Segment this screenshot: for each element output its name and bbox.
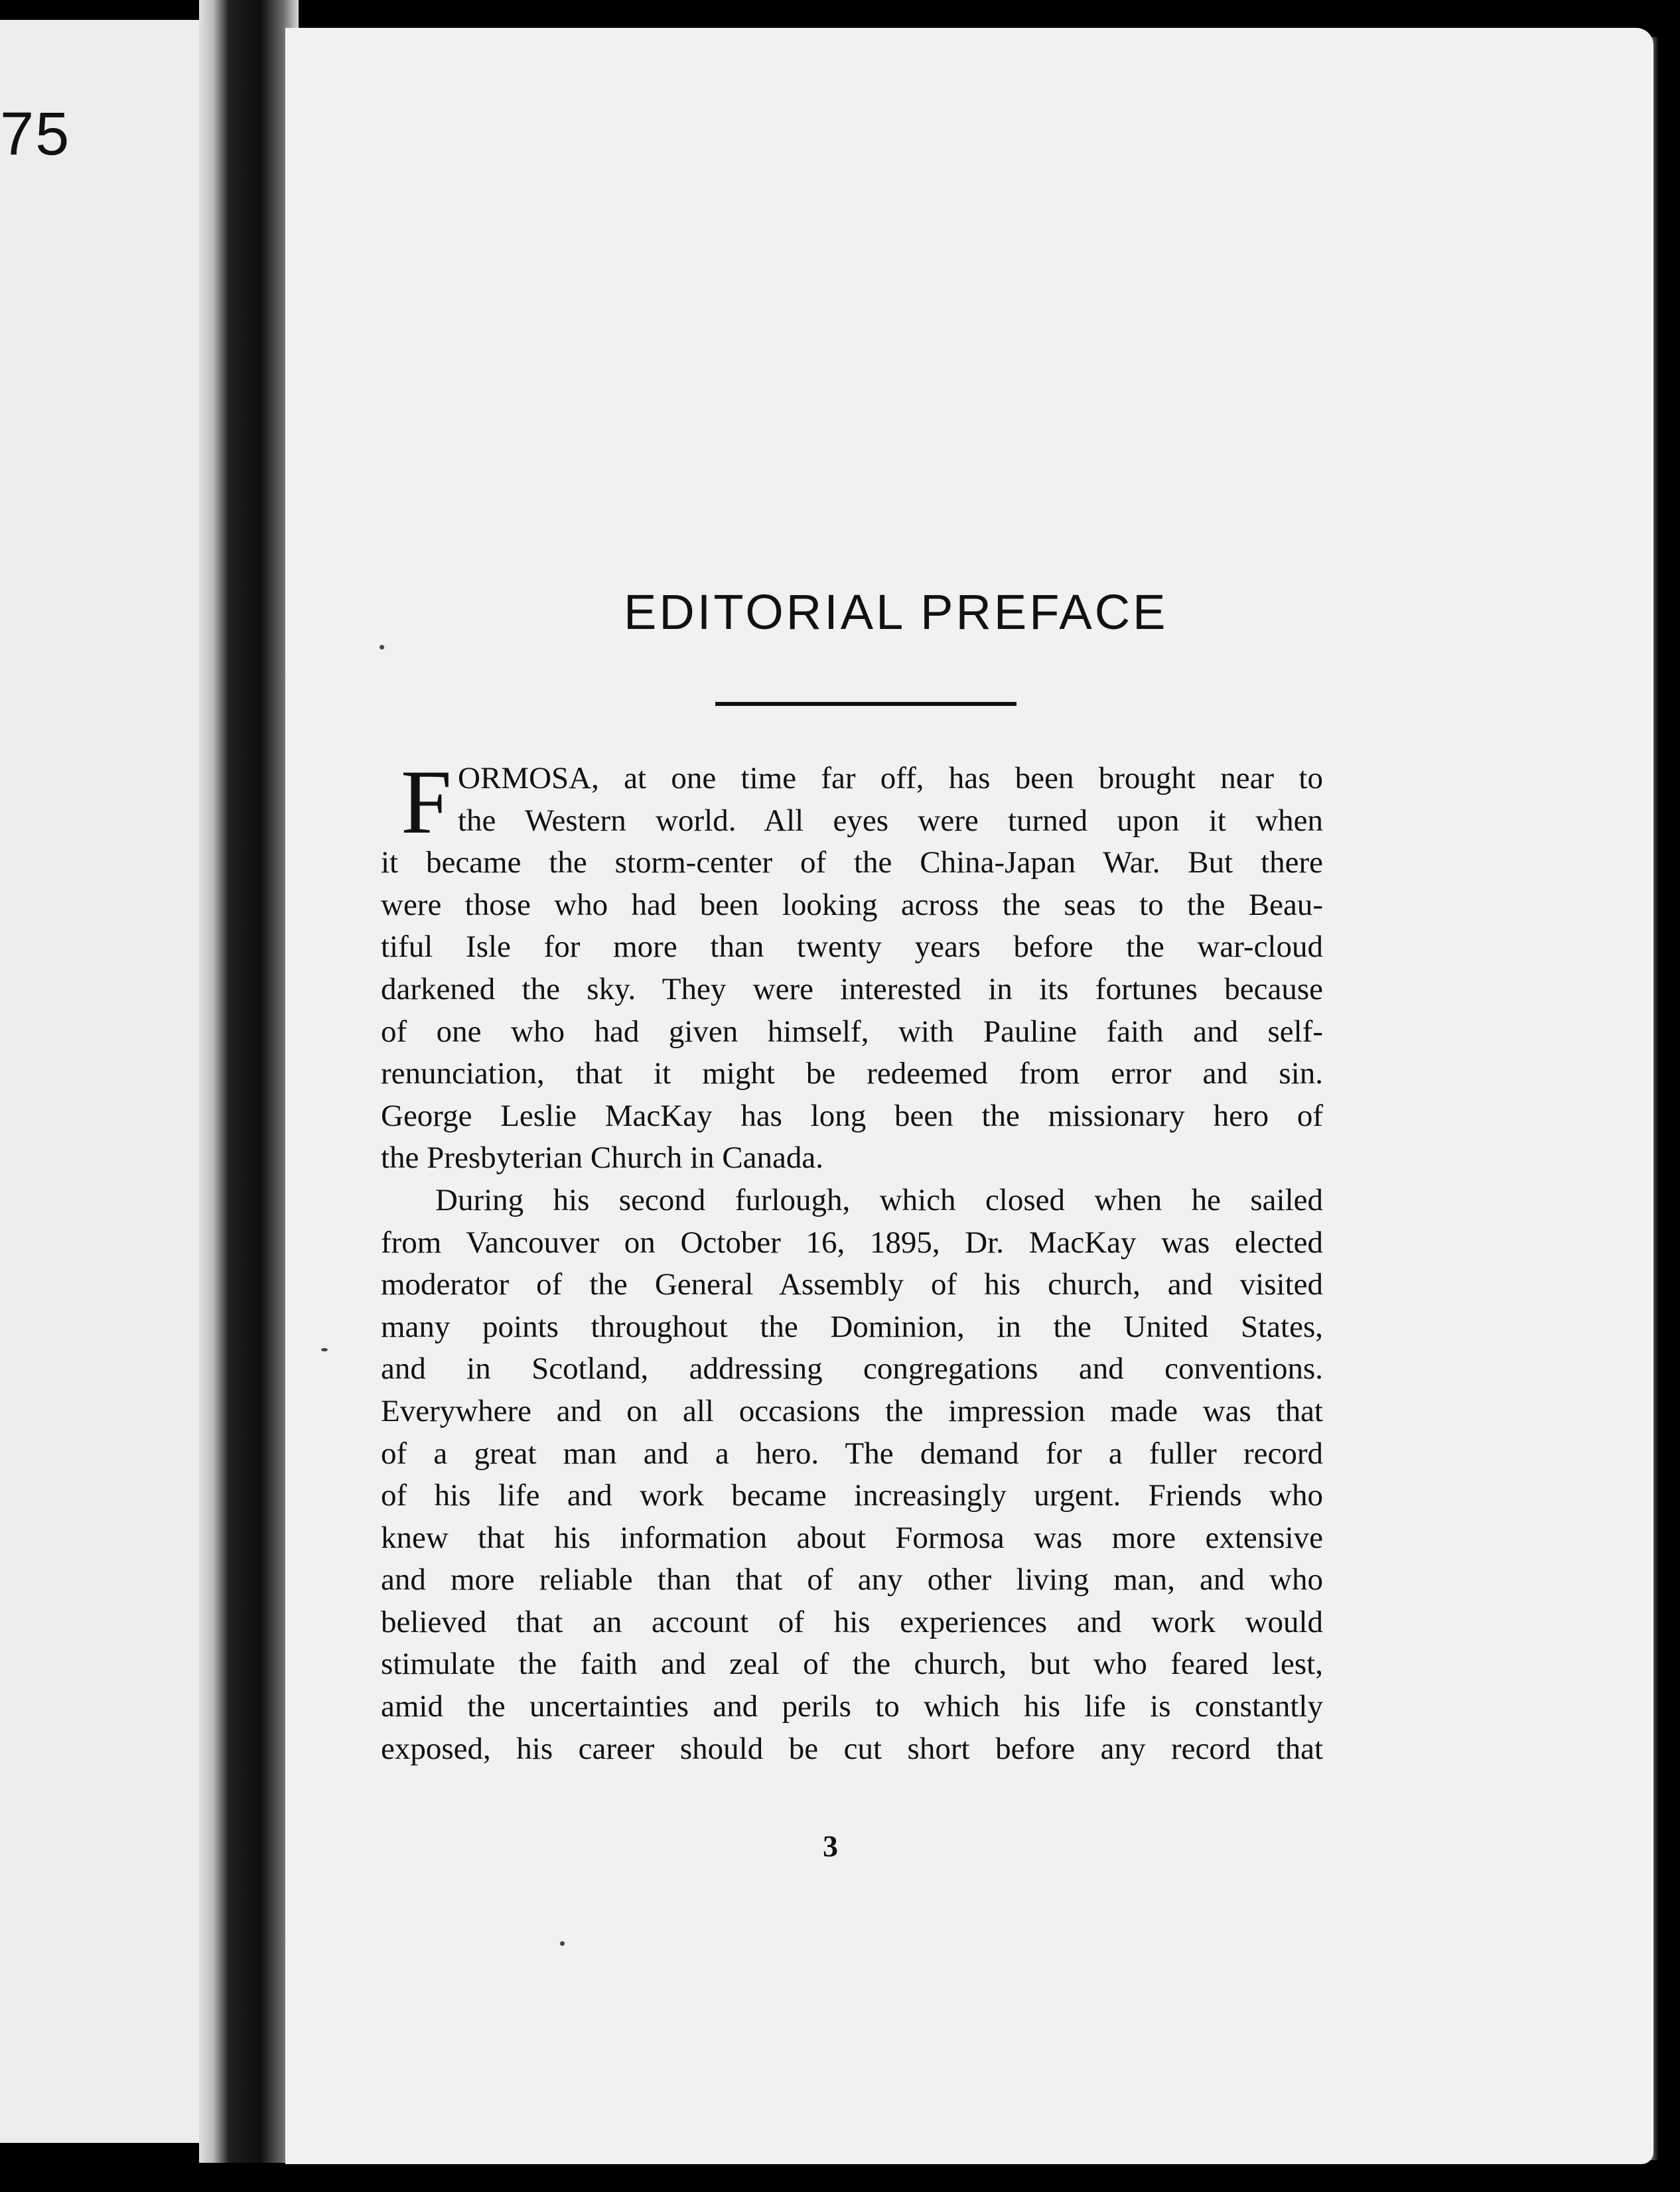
text-line: ORMOSA, at one time far off, has been brought near to (458, 761, 1323, 795)
text-line: darkened the sky. They were interested in its fortunes because (381, 971, 1323, 1006)
drop-cap: F (401, 751, 452, 853)
text-line: of his life and work became increasingly urgent. Friends who (381, 1478, 1323, 1513)
text-line: renunciation, that it might be redeemed from error and sin. (381, 1056, 1323, 1091)
text-line: Everywhere and on all occasions the impression made was that (381, 1393, 1323, 1428)
text-line: the Western world. All eyes were turned upon it when (458, 803, 1323, 838)
page-number: 3 (823, 1829, 838, 1863)
paper-speck (321, 1348, 328, 1351)
text-line: many points throughout the Dominion, in the United States, (381, 1309, 1323, 1344)
paragraph-1 (381, 751, 1323, 1180)
text-line: from Vancouver on October 16, 1895, Dr. MacKay was elected (381, 1225, 1323, 1260)
text-line: amid the uncertainties and perils to which his life is constantly (381, 1689, 1323, 1724)
text-line: tiful Isle for more than twenty years before the war-cloud (381, 929, 1323, 965)
left-page (0, 20, 199, 2143)
text-line: During his second furlough, which closed when he sailed (435, 1182, 1323, 1217)
paper-speck (380, 645, 384, 650)
text-line: were those who had been looking across the seas to the Beau- (381, 887, 1323, 922)
paper-speck (560, 1941, 565, 1946)
book-gutter (199, 0, 299, 2163)
text-line: believed that an account of his experiences and work would (381, 1604, 1323, 1639)
text-line: stimulate the faith and zeal of the church, but who feared lest, (381, 1647, 1323, 1682)
text-line: of a great man and a hero. The demand for a fuller record (381, 1436, 1323, 1471)
corner-page-number: 75 (0, 100, 71, 168)
paragraph-2 (381, 1180, 1323, 1770)
text-line: of one who had given himself, with Pauline faith and self- (381, 1014, 1323, 1049)
page-title: EDITORIAL PREFACE (624, 584, 1168, 640)
text-line: and more reliable than that of any other living man, and who (381, 1562, 1323, 1598)
text-line: the Presbyterian Church in Canada. (381, 1140, 823, 1176)
text-line: George Leslie MacKay has long been the missionary hero of (381, 1098, 1323, 1133)
text-line: exposed, his career should be cut short before any record that (381, 1731, 1323, 1766)
text-line: moderator of the General Assembly of his church, and visited (381, 1267, 1323, 1302)
preface-text (381, 751, 1323, 1770)
text-line: and in Scotland, addressing congregations and conventions. (381, 1351, 1323, 1387)
text-line: it became the storm-center of the China-Japan War. But there (381, 845, 1323, 880)
title-rule (715, 702, 1016, 706)
text-line: knew that his information about Formosa was more extensive (381, 1520, 1323, 1555)
